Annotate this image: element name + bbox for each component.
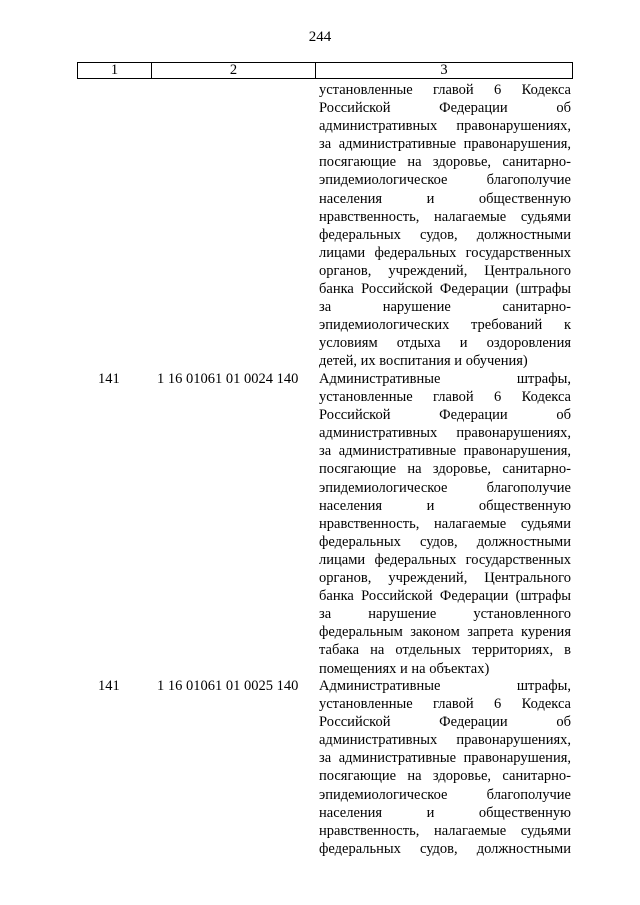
- text-line: административных правонарушениях,: [319, 732, 571, 749]
- table-header: [77, 62, 573, 79]
- text-line: установленные главой 6 Кодекса: [319, 82, 571, 98]
- text-line: нравственность, налагаемые судьями: [319, 208, 571, 225]
- text-line: за административные правонарушения,: [319, 136, 571, 153]
- text-line: помещениях и на объектах): [319, 660, 490, 677]
- text-line: федеральных судов, должностными: [319, 533, 571, 550]
- text-line: населения и общественную: [319, 190, 571, 207]
- text-line: за нарушение санитарно-: [319, 299, 571, 316]
- row-code: 1 16 01061 01 0025 140: [157, 678, 299, 694]
- row-description: [319, 677, 571, 858]
- text-line: лицами федеральных государственных: [319, 244, 571, 261]
- text-line: банка Российской Федерации (штрафы: [319, 588, 571, 605]
- text-line: органов, учреждений, Центрального: [319, 570, 571, 587]
- text-line: Административные штрафы,: [319, 371, 571, 387]
- text-line: эпидемиологических требований к: [319, 317, 571, 334]
- text-line: Административные штрафы,: [319, 678, 571, 694]
- row-code: 1 16 01061 01 0024 140: [157, 371, 299, 387]
- text-line: табака на отдельных территориях, в: [319, 642, 571, 659]
- row-number: 141: [98, 371, 120, 387]
- text-line: установленные главой 6 Кодекса: [319, 696, 571, 713]
- text-line: Российской Федерации об: [319, 100, 571, 117]
- text-line: населения и общественную: [319, 804, 571, 821]
- text-line: лицами федеральных государственных: [319, 551, 571, 568]
- header-col-2: 2: [152, 63, 316, 78]
- text-line: установленные главой 6 Кодекса: [319, 389, 571, 406]
- header-col-3: 3: [440, 62, 448, 78]
- text-line: эпидемиологическое благополучие: [319, 786, 571, 803]
- text-line: органов, учреждений, Центрального: [319, 262, 571, 279]
- text-line: банка Российской Федерации (штрафы: [319, 281, 571, 298]
- page-number: 244: [308, 29, 332, 45]
- text-line: за административные правонарушения,: [319, 750, 571, 767]
- text-line: условиям отдыха и оздоровления: [319, 335, 571, 352]
- text-line: населения и общественную: [319, 497, 571, 514]
- text-line: посягающие на здоровье, санитарно-: [319, 461, 571, 478]
- text-line: детей, их воспитания и обучения): [319, 353, 528, 370]
- text-line: эпидемиологическое благополучие: [319, 172, 571, 189]
- text-line: эпидемиологическое благополучие: [319, 479, 571, 496]
- text-line: посягающие на здоровье, санитарно-: [319, 768, 571, 785]
- row-number: 141: [98, 678, 120, 694]
- header-col-1: 1: [78, 63, 152, 78]
- text-line: федеральных судов, должностными: [319, 226, 571, 243]
- text-line: посягающие на здоровье, санитарно-: [319, 154, 571, 171]
- text-line: за нарушение установленного: [319, 606, 571, 623]
- row-description: [319, 370, 571, 678]
- text-line: федеральным законом запрета курения: [319, 624, 571, 641]
- row-description: [319, 81, 571, 371]
- text-line: Российской Федерации об: [319, 714, 571, 731]
- text-line: за административные правонарушения,: [319, 443, 571, 460]
- text-line: нравственность, налагаемые судьями: [319, 515, 571, 532]
- text-line: административных правонарушениях,: [319, 118, 571, 135]
- text-line: федеральных судов, должностными: [319, 840, 571, 857]
- text-line: нравственность, налагаемые судьями: [319, 822, 571, 839]
- text-line: административных правонарушениях,: [319, 425, 571, 442]
- text-line: Российской Федерации об: [319, 407, 571, 424]
